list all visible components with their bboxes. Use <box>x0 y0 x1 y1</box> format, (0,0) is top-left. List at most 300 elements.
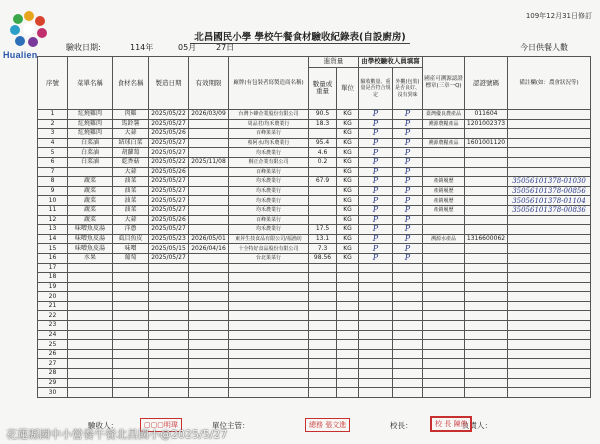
col-expiry: 有效期限 <box>189 57 229 110</box>
cell-cert <box>423 215 465 225</box>
cell-unit <box>337 388 359 398</box>
cell-name: 白菜滷 <box>68 148 113 158</box>
cell-no: 5 <box>38 148 68 158</box>
cell-note: 35056101378-01104 <box>508 196 591 206</box>
cell-unit <box>337 263 359 273</box>
cell-note <box>508 359 591 369</box>
cell-chk-fresh: P <box>393 253 423 263</box>
cell-cert <box>423 273 465 283</box>
cell-chk-qty <box>359 273 393 283</box>
cell-no: 25 <box>38 340 68 350</box>
cell-chk-qty <box>359 292 393 302</box>
cell-name <box>68 359 113 369</box>
cell-chk-qty: P <box>359 119 393 129</box>
cell-qty <box>309 215 337 225</box>
cell-food: 胡蘿蔔 <box>113 148 149 158</box>
cell-qty <box>309 301 337 311</box>
col-name: 菜單名稱 <box>68 57 113 110</box>
cell-made <box>149 282 189 292</box>
cell-vendor: 均禾農業行 <box>229 196 309 206</box>
cell-cert-no <box>465 263 508 273</box>
cell-chk-fresh: P <box>393 110 423 120</box>
cell-made: 2025/05/22 <box>149 110 189 120</box>
cell-chk-fresh <box>393 340 423 350</box>
cell-made <box>149 369 189 379</box>
cell-vendor: 桐正企業有限公司 <box>229 157 309 167</box>
cell-unit <box>337 378 359 388</box>
supervisor-label: 單位主管： <box>212 421 250 430</box>
cell-unit: KG <box>337 215 359 225</box>
cell-made <box>149 292 189 302</box>
cell-name <box>68 349 113 359</box>
cell-chk-qty: P <box>359 157 393 167</box>
cell-note <box>508 244 591 254</box>
cell-made <box>149 349 189 359</box>
logo-text: Hualien <box>3 50 38 60</box>
cell-cert-no <box>465 273 508 283</box>
cell-expiry: 2025/11/08 <box>189 157 229 167</box>
cell-note <box>508 119 591 129</box>
cell-name: 蔬菜 <box>68 196 113 206</box>
cell-no: 12 <box>38 215 68 225</box>
cell-cert-no <box>465 129 508 139</box>
cell-food: 虱目魚皮 <box>113 234 149 244</box>
col-chk-fresh: 外觀(包裝)是否良好、沒有異味 <box>393 67 423 109</box>
cell-vendor: 百峰果菜行 <box>229 129 309 139</box>
cell-made: 2025/05/27 <box>149 138 189 148</box>
cell-qty <box>309 205 337 215</box>
cell-name <box>68 321 113 331</box>
cell-name <box>68 378 113 388</box>
cell-food <box>113 292 149 302</box>
cell-chk-fresh: P <box>393 129 423 139</box>
cell-expiry <box>189 215 229 225</box>
cell-qty <box>309 273 337 283</box>
cell-no: 29 <box>38 378 68 388</box>
cell-made: 2025/05/26 <box>149 129 189 139</box>
cell-name: 味噌魚皮湯 <box>68 225 113 235</box>
cell-cert: 溯源水產品 <box>423 234 465 244</box>
cell-expiry <box>189 301 229 311</box>
table-row <box>38 388 591 398</box>
table-row <box>38 157 591 167</box>
cell-chk-fresh <box>393 263 423 273</box>
cell-cert-no: 1201002373 <box>465 119 508 129</box>
cell-cert: 產銷履歷 <box>423 205 465 215</box>
cell-vendor <box>229 378 309 388</box>
cell-chk-fresh <box>393 273 423 283</box>
cell-chk-fresh: P <box>393 148 423 158</box>
cell-no: 8 <box>38 177 68 187</box>
cell-vendor <box>229 263 309 273</box>
cell-note <box>508 321 591 331</box>
cell-cert-no <box>465 148 508 158</box>
cell-vendor: 均禾農業行 <box>229 205 309 215</box>
cell-name <box>68 301 113 311</box>
cell-no: 27 <box>38 359 68 369</box>
cell-food <box>113 378 149 388</box>
cell-qty: 17.5 <box>309 225 337 235</box>
cell-cert-no <box>465 244 508 254</box>
cell-qty: 4.6 <box>309 148 337 158</box>
inspector-stamp: ▢▢▢明瑋 <box>140 418 182 432</box>
cell-qty <box>309 330 337 340</box>
cell-expiry <box>189 340 229 350</box>
cell-cert-no <box>465 177 508 187</box>
cell-chk-qty <box>359 378 393 388</box>
cell-vendor: 百峰果菜行 <box>229 215 309 225</box>
cell-cert-no <box>465 167 508 177</box>
cell-cert-no <box>465 321 508 331</box>
cell-cert: 溯源農糧產品 <box>423 138 465 148</box>
supervisor-stamp: 總務 張文進 <box>305 418 350 432</box>
cell-expiry <box>189 138 229 148</box>
cell-vendor <box>229 273 309 283</box>
cell-cert: 產銷履歷 <box>423 177 465 187</box>
cell-chk-fresh: P <box>393 225 423 235</box>
cell-made <box>149 321 189 331</box>
cell-qty <box>309 388 337 398</box>
cell-note: 35056101378-00836 <box>508 205 591 215</box>
cell-unit <box>337 311 359 321</box>
cell-unit <box>337 359 359 369</box>
cell-expiry <box>189 359 229 369</box>
table-row <box>38 138 591 148</box>
cell-unit <box>337 321 359 331</box>
cell-note <box>508 340 591 350</box>
cell-vendor: 百峰果菜行 <box>229 167 309 177</box>
cell-qty <box>309 378 337 388</box>
cell-qty: 95.4 <box>309 138 337 148</box>
cell-chk-qty <box>359 359 393 369</box>
cell-food: 葡萄 <box>113 253 149 263</box>
cell-expiry <box>189 253 229 263</box>
cell-made: 2025/05/22 <box>149 157 189 167</box>
cell-cert-no: 011604 <box>465 110 508 120</box>
cell-no: 11 <box>38 205 68 215</box>
cell-made: 2025/05/27 <box>149 186 189 196</box>
cell-chk-fresh <box>393 369 423 379</box>
cell-cert-no <box>465 359 508 369</box>
cell-chk-fresh <box>393 301 423 311</box>
cell-note <box>508 282 591 292</box>
cell-unit: KG <box>337 177 359 187</box>
cell-qty: 13.1 <box>309 234 337 244</box>
cell-no: 22 <box>38 311 68 321</box>
cell-cert <box>423 359 465 369</box>
cell-unit: KG <box>337 157 359 167</box>
cell-cert-no: 1316600062 <box>465 234 508 244</box>
date-label: 驗收日期: <box>66 43 101 52</box>
cell-made: 2025/05/27 <box>149 205 189 215</box>
cell-name: 紅燒雞肉 <box>68 119 113 129</box>
table-row <box>38 186 591 196</box>
cell-unit <box>337 369 359 379</box>
cell-cert <box>423 244 465 254</box>
cell-unit: KG <box>337 129 359 139</box>
table-row <box>38 215 591 225</box>
watermark: 花蓮縣國中小營養午餐北昌國小@2025/5/27 <box>6 428 228 441</box>
cell-unit <box>337 301 359 311</box>
cell-name <box>68 263 113 273</box>
cell-name: 水果 <box>68 253 113 263</box>
cell-cert <box>423 292 465 302</box>
cell-cert <box>423 369 465 379</box>
cell-note <box>508 311 591 321</box>
table-row <box>38 225 591 235</box>
table-row <box>38 110 591 120</box>
cell-made: 2025/05/15 <box>149 244 189 254</box>
cell-vendor: 均禾農業行 <box>229 225 309 235</box>
cell-no: 26 <box>38 349 68 359</box>
cell-no: 24 <box>38 330 68 340</box>
cell-chk-fresh: P <box>393 186 423 196</box>
cell-no: 1 <box>38 110 68 120</box>
cell-expiry <box>189 225 229 235</box>
cell-cert-no: 1601001120 <box>465 138 508 148</box>
cell-qty <box>309 186 337 196</box>
cell-made <box>149 340 189 350</box>
cell-cert: 產銷履歷 <box>423 196 465 206</box>
cell-cert <box>423 253 465 263</box>
cell-cert-no <box>465 282 508 292</box>
cell-cert <box>423 340 465 350</box>
cell-expiry <box>189 311 229 321</box>
cell-made <box>149 378 189 388</box>
header-row-1 <box>38 57 591 68</box>
cell-no: 7 <box>38 167 68 177</box>
cell-qty: 0.2 <box>309 157 337 167</box>
cell-chk-qty: P <box>359 177 393 187</box>
cell-expiry <box>189 196 229 206</box>
cell-food <box>113 388 149 398</box>
cell-cert <box>423 301 465 311</box>
cell-chk-qty: P <box>359 253 393 263</box>
cell-unit: KG <box>337 138 359 148</box>
cell-unit: KG <box>337 234 359 244</box>
cell-cert-no <box>465 205 508 215</box>
col-chk-qty: 驗收數量、重量是否符合規定 <box>359 67 393 109</box>
cell-vendor <box>229 321 309 331</box>
cell-no: 23 <box>38 321 68 331</box>
cell-made <box>149 330 189 340</box>
table-row <box>38 244 591 254</box>
cell-chk-fresh: P <box>393 234 423 244</box>
cell-chk-qty <box>359 388 393 398</box>
cell-note <box>508 148 591 158</box>
cell-cert <box>423 167 465 177</box>
cell-cert-no <box>465 186 508 196</box>
cell-name: 白菜滷 <box>68 138 113 148</box>
cell-cert-no <box>465 157 508 167</box>
cell-chk-fresh: P <box>393 167 423 177</box>
cell-no: 3 <box>38 129 68 139</box>
col-note: 備註欄(如：農會狀況等) <box>508 57 591 110</box>
cell-food: 馬鈴薯 <box>113 119 149 129</box>
cell-name <box>68 273 113 283</box>
cell-qty <box>309 263 337 273</box>
table-row <box>38 349 591 359</box>
cell-note <box>508 215 591 225</box>
cell-qty <box>309 282 337 292</box>
cell-no: 10 <box>38 196 68 206</box>
cell-no: 9 <box>38 186 68 196</box>
cell-name <box>68 388 113 398</box>
cell-expiry <box>189 388 229 398</box>
cell-qty <box>309 311 337 321</box>
cell-name <box>68 167 113 177</box>
cell-note <box>508 292 591 302</box>
cell-vendor <box>229 388 309 398</box>
cell-cert-no <box>465 369 508 379</box>
cell-expiry <box>189 378 229 388</box>
cell-no: 13 <box>38 225 68 235</box>
principal-label: 校長： <box>390 421 413 430</box>
cell-no: 2 <box>38 119 68 129</box>
cell-cert <box>423 378 465 388</box>
cell-qty <box>309 340 337 350</box>
cell-food <box>113 359 149 369</box>
cell-note <box>508 225 591 235</box>
table-row <box>38 167 591 177</box>
cell-chk-qty <box>359 263 393 273</box>
cell-unit: KG <box>337 253 359 263</box>
cell-no: 28 <box>38 369 68 379</box>
cell-cert <box>423 157 465 167</box>
cell-no: 4 <box>38 138 68 148</box>
cell-made: 2025/05/27 <box>149 177 189 187</box>
cell-food <box>113 263 149 273</box>
cell-cert: 溯源農糧產品 <box>423 119 465 129</box>
cell-cert: 臺灣優良農產品 <box>423 110 465 120</box>
cell-food: 結球白菜 <box>113 138 149 148</box>
cell-chk-fresh <box>393 330 423 340</box>
table-row <box>38 330 591 340</box>
cell-chk-fresh <box>393 311 423 321</box>
table-row <box>38 148 591 158</box>
cell-vendor <box>229 301 309 311</box>
cell-chk-fresh: P <box>393 205 423 215</box>
cell-vendor: 東昇生技食品有限公司/福漁坊 <box>229 234 309 244</box>
cell-unit: KG <box>337 196 359 206</box>
cell-cert <box>423 321 465 331</box>
cell-name: 蔬菜 <box>68 215 113 225</box>
cell-note <box>508 263 591 273</box>
cell-made: 2025/05/23 <box>149 234 189 244</box>
cell-name: 蔬菜 <box>68 205 113 215</box>
cell-chk-fresh <box>393 282 423 292</box>
cell-chk-fresh <box>393 292 423 302</box>
cell-cert <box>423 349 465 359</box>
cell-chk-qty: P <box>359 215 393 225</box>
cell-cert <box>423 263 465 273</box>
cell-cert-no <box>465 349 508 359</box>
cell-chk-qty <box>359 311 393 321</box>
cell-note: 35056101378-00856 <box>508 186 591 196</box>
cell-chk-fresh: P <box>393 157 423 167</box>
cell-food: 大蒜 <box>113 215 149 225</box>
cell-no: 18 <box>38 273 68 283</box>
cell-name: 味噌魚皮湯 <box>68 234 113 244</box>
cell-vendor <box>229 311 309 321</box>
cell-food: 油菜 <box>113 186 149 196</box>
cell-chk-fresh: P <box>393 138 423 148</box>
reviewer-label: 負責人： <box>462 421 492 430</box>
table-row <box>38 253 591 263</box>
cell-note <box>508 253 591 263</box>
cell-made: 2025/05/27 <box>149 196 189 206</box>
cell-food <box>113 349 149 359</box>
cell-cert-no <box>465 388 508 398</box>
page-title: 北昌國民小學 學校午餐食材驗收紀錄表(自設廚房) <box>0 29 600 43</box>
supply-count-label: 今日供餐人數 <box>520 43 568 52</box>
cell-food: 大蒜 <box>113 167 149 177</box>
col-food: 食材名稱 <box>113 57 149 110</box>
cell-vendor <box>229 349 309 359</box>
cell-expiry <box>189 167 229 177</box>
cell-made: 2025/05/27 <box>149 148 189 158</box>
cell-no: 14 <box>38 234 68 244</box>
cell-expiry: 2026/04/16 <box>189 244 229 254</box>
cell-qty <box>309 321 337 331</box>
col-cert: 國產可溯源認證標章(三章一Q) <box>423 57 465 110</box>
cell-name: 蔬菜 <box>68 177 113 187</box>
cell-chk-qty: P <box>359 110 393 120</box>
col-no: 序號 <box>38 57 68 110</box>
cell-qty <box>309 292 337 302</box>
cell-cert-no <box>465 378 508 388</box>
cell-unit: KG <box>337 205 359 215</box>
cell-made <box>149 273 189 283</box>
table-row <box>38 205 591 215</box>
cell-qty: 7.3 <box>309 244 337 254</box>
cell-made: 2025/05/27 <box>149 225 189 235</box>
cell-expiry <box>189 119 229 129</box>
cell-chk-qty: P <box>359 225 393 235</box>
cell-no: 6 <box>38 157 68 167</box>
cell-chk-fresh <box>393 349 423 359</box>
cell-note <box>508 301 591 311</box>
cell-name <box>68 330 113 340</box>
cell-cert-no <box>465 253 508 263</box>
cell-cert-no <box>465 330 508 340</box>
cell-made <box>149 311 189 321</box>
col-unit: 單位 <box>337 67 359 109</box>
cell-note <box>508 167 591 177</box>
cell-chk-fresh <box>393 378 423 388</box>
cell-food: 油菜 <box>113 196 149 206</box>
cell-note <box>508 157 591 167</box>
cell-cert <box>423 311 465 321</box>
cell-qty <box>309 349 337 359</box>
cell-food <box>113 311 149 321</box>
cell-unit: KG <box>337 167 359 177</box>
cell-vendor: 蔡阿水/均禾農業行 <box>229 138 309 148</box>
table-row <box>38 311 591 321</box>
cell-name <box>68 292 113 302</box>
cell-cert <box>423 330 465 340</box>
cell-unit <box>337 292 359 302</box>
col-cert-no: 認證號碼 <box>465 57 508 110</box>
cell-expiry <box>189 129 229 139</box>
cell-note <box>508 138 591 148</box>
cell-unit: KG <box>337 244 359 254</box>
cell-chk-qty: P <box>359 167 393 177</box>
cell-vendor <box>229 340 309 350</box>
cell-no: 16 <box>38 253 68 263</box>
cell-qty <box>309 196 337 206</box>
cell-chk-qty <box>359 369 393 379</box>
